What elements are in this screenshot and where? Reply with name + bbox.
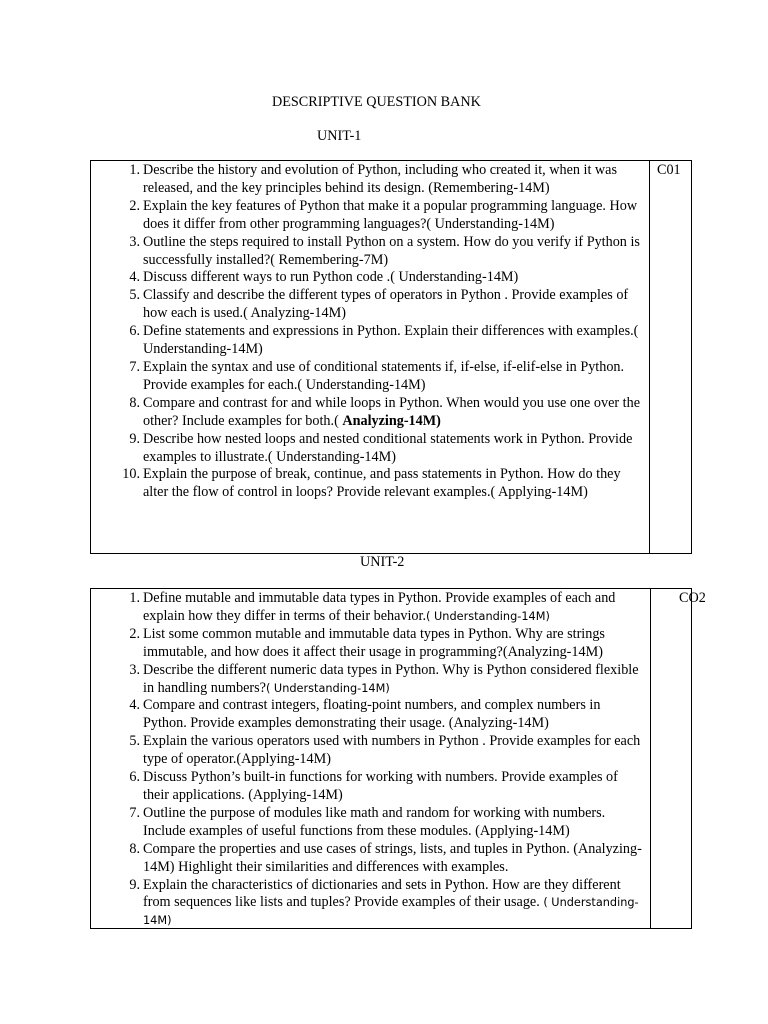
unit-2-heading: UNIT-2 bbox=[360, 554, 405, 570]
course-outcome-label: C01 bbox=[657, 162, 681, 178]
question-number: 7. bbox=[129, 358, 140, 375]
question-text: Describe the different numeric data types in Python. Why is Python considered flexible in handling numbers? bbox=[143, 661, 639, 696]
question-text: Compare the properties and use cases of strings, lists, and tuples in Python. (Analyzing-14M) Highlight their similarities and differences with examples. bbox=[143, 840, 642, 875]
question-text: Compare and contrast integers, floating-point numbers, and complex numbers in Python. Provide examples demonstrating their usage. (Analyzing-14M) bbox=[143, 697, 601, 732]
question-text: Explain the purpose of break, continue, and pass statements in Python. How do they alter the flow of control in loops? Provide relevant examples.( Applying-14M) bbox=[143, 466, 621, 501]
question-text: Explain the key features of Python that make it a popular programming language. How does it differ from other programming languages?( Understanding-14M) bbox=[143, 197, 638, 232]
question-text: Define mutable and immutable data types in Python. Provide examples of each and explain how they differ in terms of their behavior. bbox=[143, 590, 616, 624]
question-item bbox=[129, 287, 643, 323]
question-number: 10. bbox=[122, 466, 140, 483]
question-level-small: ( Understanding-14M) bbox=[143, 896, 639, 928]
question-level-small: ( Understanding-14M) bbox=[426, 609, 550, 623]
unit-1-question-list bbox=[122, 162, 643, 502]
question-text: Describe the history and evolution of Python, including who created it, when it was released, and the key principles behind its design. (Remembering-14M) bbox=[143, 162, 617, 196]
question-number: 5. bbox=[129, 287, 140, 304]
question-item bbox=[129, 625, 643, 662]
unit-1-heading: UNIT-1 bbox=[317, 128, 362, 144]
question-text: Outline the purpose of modules like math and random for working with numbers. Include examples of useful functions from these modules. (Applying-14M) bbox=[143, 804, 606, 839]
question-item bbox=[122, 466, 643, 502]
question-number: 6. bbox=[129, 323, 140, 340]
question-item bbox=[129, 590, 643, 626]
question-item bbox=[129, 358, 643, 395]
question-item bbox=[129, 769, 643, 805]
table-column-divider bbox=[649, 161, 650, 553]
question-number: 4. bbox=[129, 697, 140, 714]
question-number: 7. bbox=[129, 804, 140, 821]
question-item bbox=[129, 162, 643, 198]
question-item bbox=[129, 661, 643, 698]
question-item bbox=[129, 197, 643, 234]
question-level-bold: Analyzing-14M) bbox=[342, 412, 441, 429]
table-column-divider bbox=[650, 589, 651, 928]
question-item bbox=[129, 323, 643, 359]
document-title: DESCRIPTIVE QUESTION BANK bbox=[272, 94, 481, 110]
question-number: 9. bbox=[129, 430, 140, 447]
question-number: 2. bbox=[129, 197, 140, 214]
question-text: Outline the steps required to install Python on a system. How do you verify if Python is successfully installed?( Remembering-7M) bbox=[143, 233, 640, 268]
question-item bbox=[129, 733, 643, 769]
question-text: Explain the various operators used with numbers in Python . Provide examples for each type of operator.(Applying-14M) bbox=[143, 733, 641, 768]
unit-2-question-table bbox=[90, 588, 706, 929]
question-item bbox=[129, 697, 643, 733]
question-item bbox=[129, 269, 643, 287]
unit-2-question-list bbox=[129, 590, 643, 930]
question-number: 6. bbox=[129, 769, 140, 786]
question-number: 4. bbox=[129, 269, 140, 286]
question-text: Discuss different ways to run Python code .( Understanding-14M) bbox=[143, 269, 519, 286]
question-number: 1. bbox=[129, 590, 140, 606]
question-number: 8. bbox=[129, 840, 140, 857]
course-outcome-label: CO2 bbox=[679, 590, 706, 606]
question-number: 2. bbox=[129, 625, 140, 642]
question-text: List some common mutable and immutable data types in Python. Why are strings immutable, and how does it affect their usage in programming?(Analyzing-14M) bbox=[143, 625, 605, 660]
question-text: Describe how nested loops and nested conditional statements work in Python. Provide examples to illustrate.( Understanding-14M) bbox=[143, 430, 633, 465]
question-item bbox=[129, 876, 643, 931]
question-text: Define statements and expressions in Python. Explain their differences with examples.( Understanding-14M) bbox=[143, 323, 639, 358]
question-text: Classify and describe the different types of operators in Python . Provide examples of how each is used.( Analyzing-14M) bbox=[143, 287, 629, 322]
question-text: Discuss Python’s built-in functions for working with numbers. Provide examples of their applications. (Applying-14M) bbox=[143, 769, 618, 803]
question-number: 5. bbox=[129, 733, 140, 750]
question-number: 8. bbox=[129, 394, 140, 411]
question-item bbox=[129, 430, 643, 467]
question-number: 3. bbox=[129, 233, 140, 250]
question-text: Explain the characteristics of dictionaries and sets in Python. How are they different from sequences like lists and tuples? Provide examples of their usage. bbox=[143, 876, 621, 911]
question-number: 9. bbox=[129, 876, 140, 893]
question-item bbox=[129, 394, 643, 431]
question-number: 1. bbox=[129, 162, 140, 178]
question-text: Compare and contrast for and while loops in Python. When would you use one over the other? Include examples for both.( bbox=[143, 394, 640, 429]
question-item bbox=[129, 840, 643, 877]
question-number: 3. bbox=[129, 661, 140, 678]
question-text: Explain the syntax and use of conditional statements if, if-else, if-elif-else in Python. Provide examples for each.( Understanding-14M) bbox=[143, 358, 625, 393]
question-level-small: ( Understanding-14M) bbox=[265, 681, 390, 695]
unit-1-question-table bbox=[90, 160, 692, 554]
question-item bbox=[129, 804, 643, 841]
question-item bbox=[129, 233, 643, 270]
